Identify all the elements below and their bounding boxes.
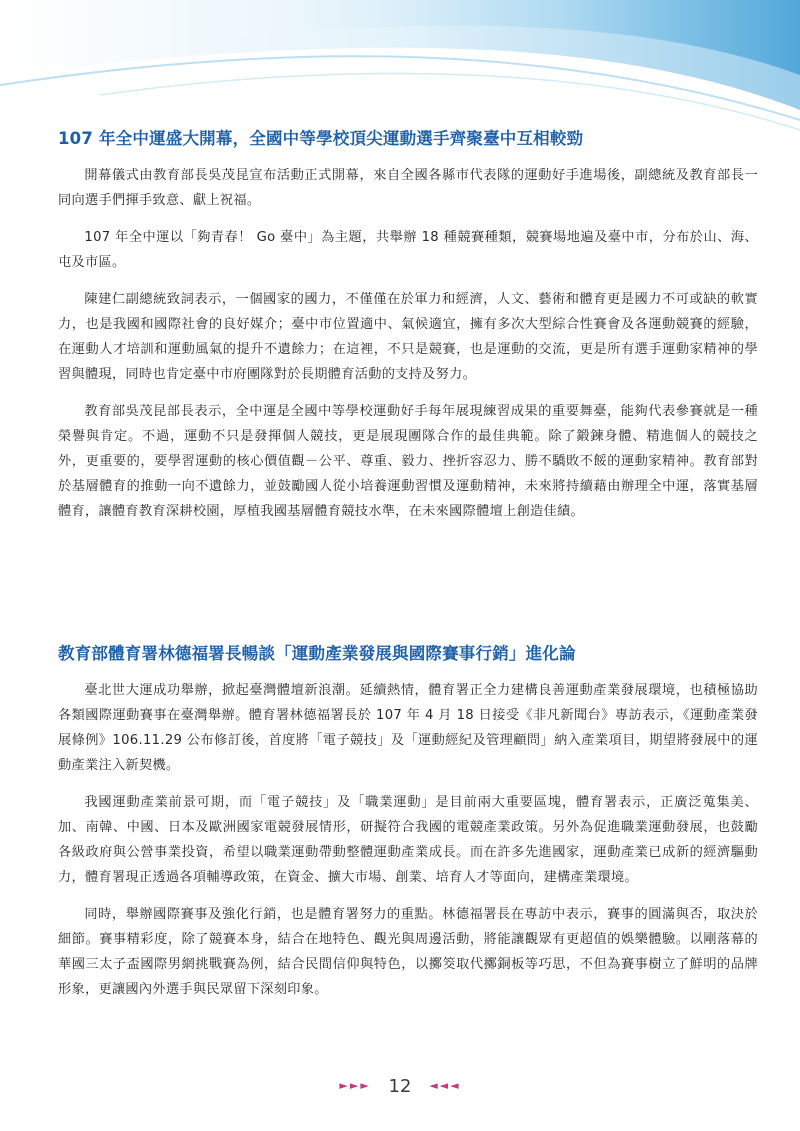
paragraph: 開幕儀式由教育部長吳茂昆宣布活動正式開幕，來自全國各縣市代表隊的運動好手進場後，副總統及教育部長一同向選手們揮手致意、獻上祝福。 <box>58 168 758 208</box>
page-number: 12 <box>388 1076 412 1097</box>
page-footer <box>0 1076 800 1097</box>
left-arrows-icon: ◄◄◄ <box>429 1079 461 1092</box>
paragraph: 我國運動產業前景可期，而「電子競技」及「職業運動」是目前兩大重要區塊，體育署表示，正廣泛蒐集美、加、南韓、中國、日本及歐洲國家電競發展情形，研擬符合我國的電競產業政策。另外為促進職業運動發展，也鼓勵各級政府與公營事業投資，希望以職業運動帶動整體運動產業成長。而在許多先進國家，運動產業已成新的經濟驅動力，體育署現正透過各項輔導政策，在資金、擴大市場、創業、培育人才等面向，建構產業環境。 <box>58 795 758 885</box>
paragraph: 107 年全中運以「夠青春！ Go 臺中」為主題，共舉辦 18 種競賽種類，競賽場地遍及臺中市，分布於山、海、屯及市區。 <box>58 230 758 270</box>
section-heading: 107 年全中運盛大開幕，全國中等學校頂尖運動選手齊聚臺中互相較勁 <box>58 129 584 148</box>
paragraph: 陳建仁副總統致詞表示，一個國家的國力，不僅僅在於軍力和經濟，人文、藝術和體育更是國力不可或缺的軟實力，也是我國和國際社會的良好媒介；臺中市位置適中、氣候適宜，擁有多次大型綜合性賽會及各運動競賽的經驗，在運動人才培訓和運動風氣的提升不遺餘力；在這裡，不只是競賽，也是運動的交流，更是所有選手運動家精神的學習與體現，同時也肯定臺中市府團隊對於長期體育活動的支持及努力。 <box>58 292 758 382</box>
paragraph: 教育部吳茂昆部長表示，全中運是全國中等學校運動好手每年展現練習成果的重要舞臺，能夠代表參賽就是一種榮譽與肯定。不過，運動不只是發揮個人競技，更是展現團隊合作的最佳典範。除了鍛鍊身體、精進個人的競技之外，更重要的，要學習運動的核心價值觀－公平、尊重、毅力、挫折容忍力、勝不驕敗不餒的運動家精神。教育部對於基層體育的推動一向不遺餘力，並鼓勵國人從小培養運動習慣及運動精神，未來將持續藉由辦理全中運，落實基層體育，讓體育教育深耕校園，厚植我國基層體育競技水準，在未來國際體壇上創造佳績。 <box>58 404 758 519</box>
section-sports-industry <box>58 640 758 1014</box>
section-heading: 教育部體育署林德福署長暢談「運動產業發展與國際賽事行銷」進化論 <box>58 644 576 663</box>
right-arrows-icon: ►►► <box>339 1079 371 1092</box>
paragraph: 同時，舉辦國際賽事及強化行銷，也是體育署努力的重點。林德福署長在專訪中表示，賽事的圓滿與否，取決於細節。賽事精彩度，除了競賽本身，結合在地特色、觀光與周邊活動，將能讓觀眾有更超值的娛樂體驗。以剛落幕的華國三太子盃國際男網挑戰賽為例，結合民間信仰與特色，以擲筊取代擲銅板等巧思，不但為賽事樹立了鮮明的品牌形象，更讓國內外選手與民眾留下深刻印象。 <box>58 907 758 997</box>
section-games-opening <box>58 125 758 536</box>
header-wave-decoration <box>0 0 800 140</box>
paragraph: 臺北世大運成功舉辦，掀起臺灣體壇新浪潮。延續熱情，體育署正全力建構良善運動產業發展環境，也積極協助各類國際運動賽事在臺灣舉辦。體育署林德福署長於 107 年 4 月 18 日接受《非凡新聞台》專訪表示，《運動產業發展條例》106.11.29 公布修訂後，首度將「電子競技」及「運動經紀及管理顧問」納入產業項目，期望將發展中的運動產業注入新契機。 <box>58 683 758 773</box>
